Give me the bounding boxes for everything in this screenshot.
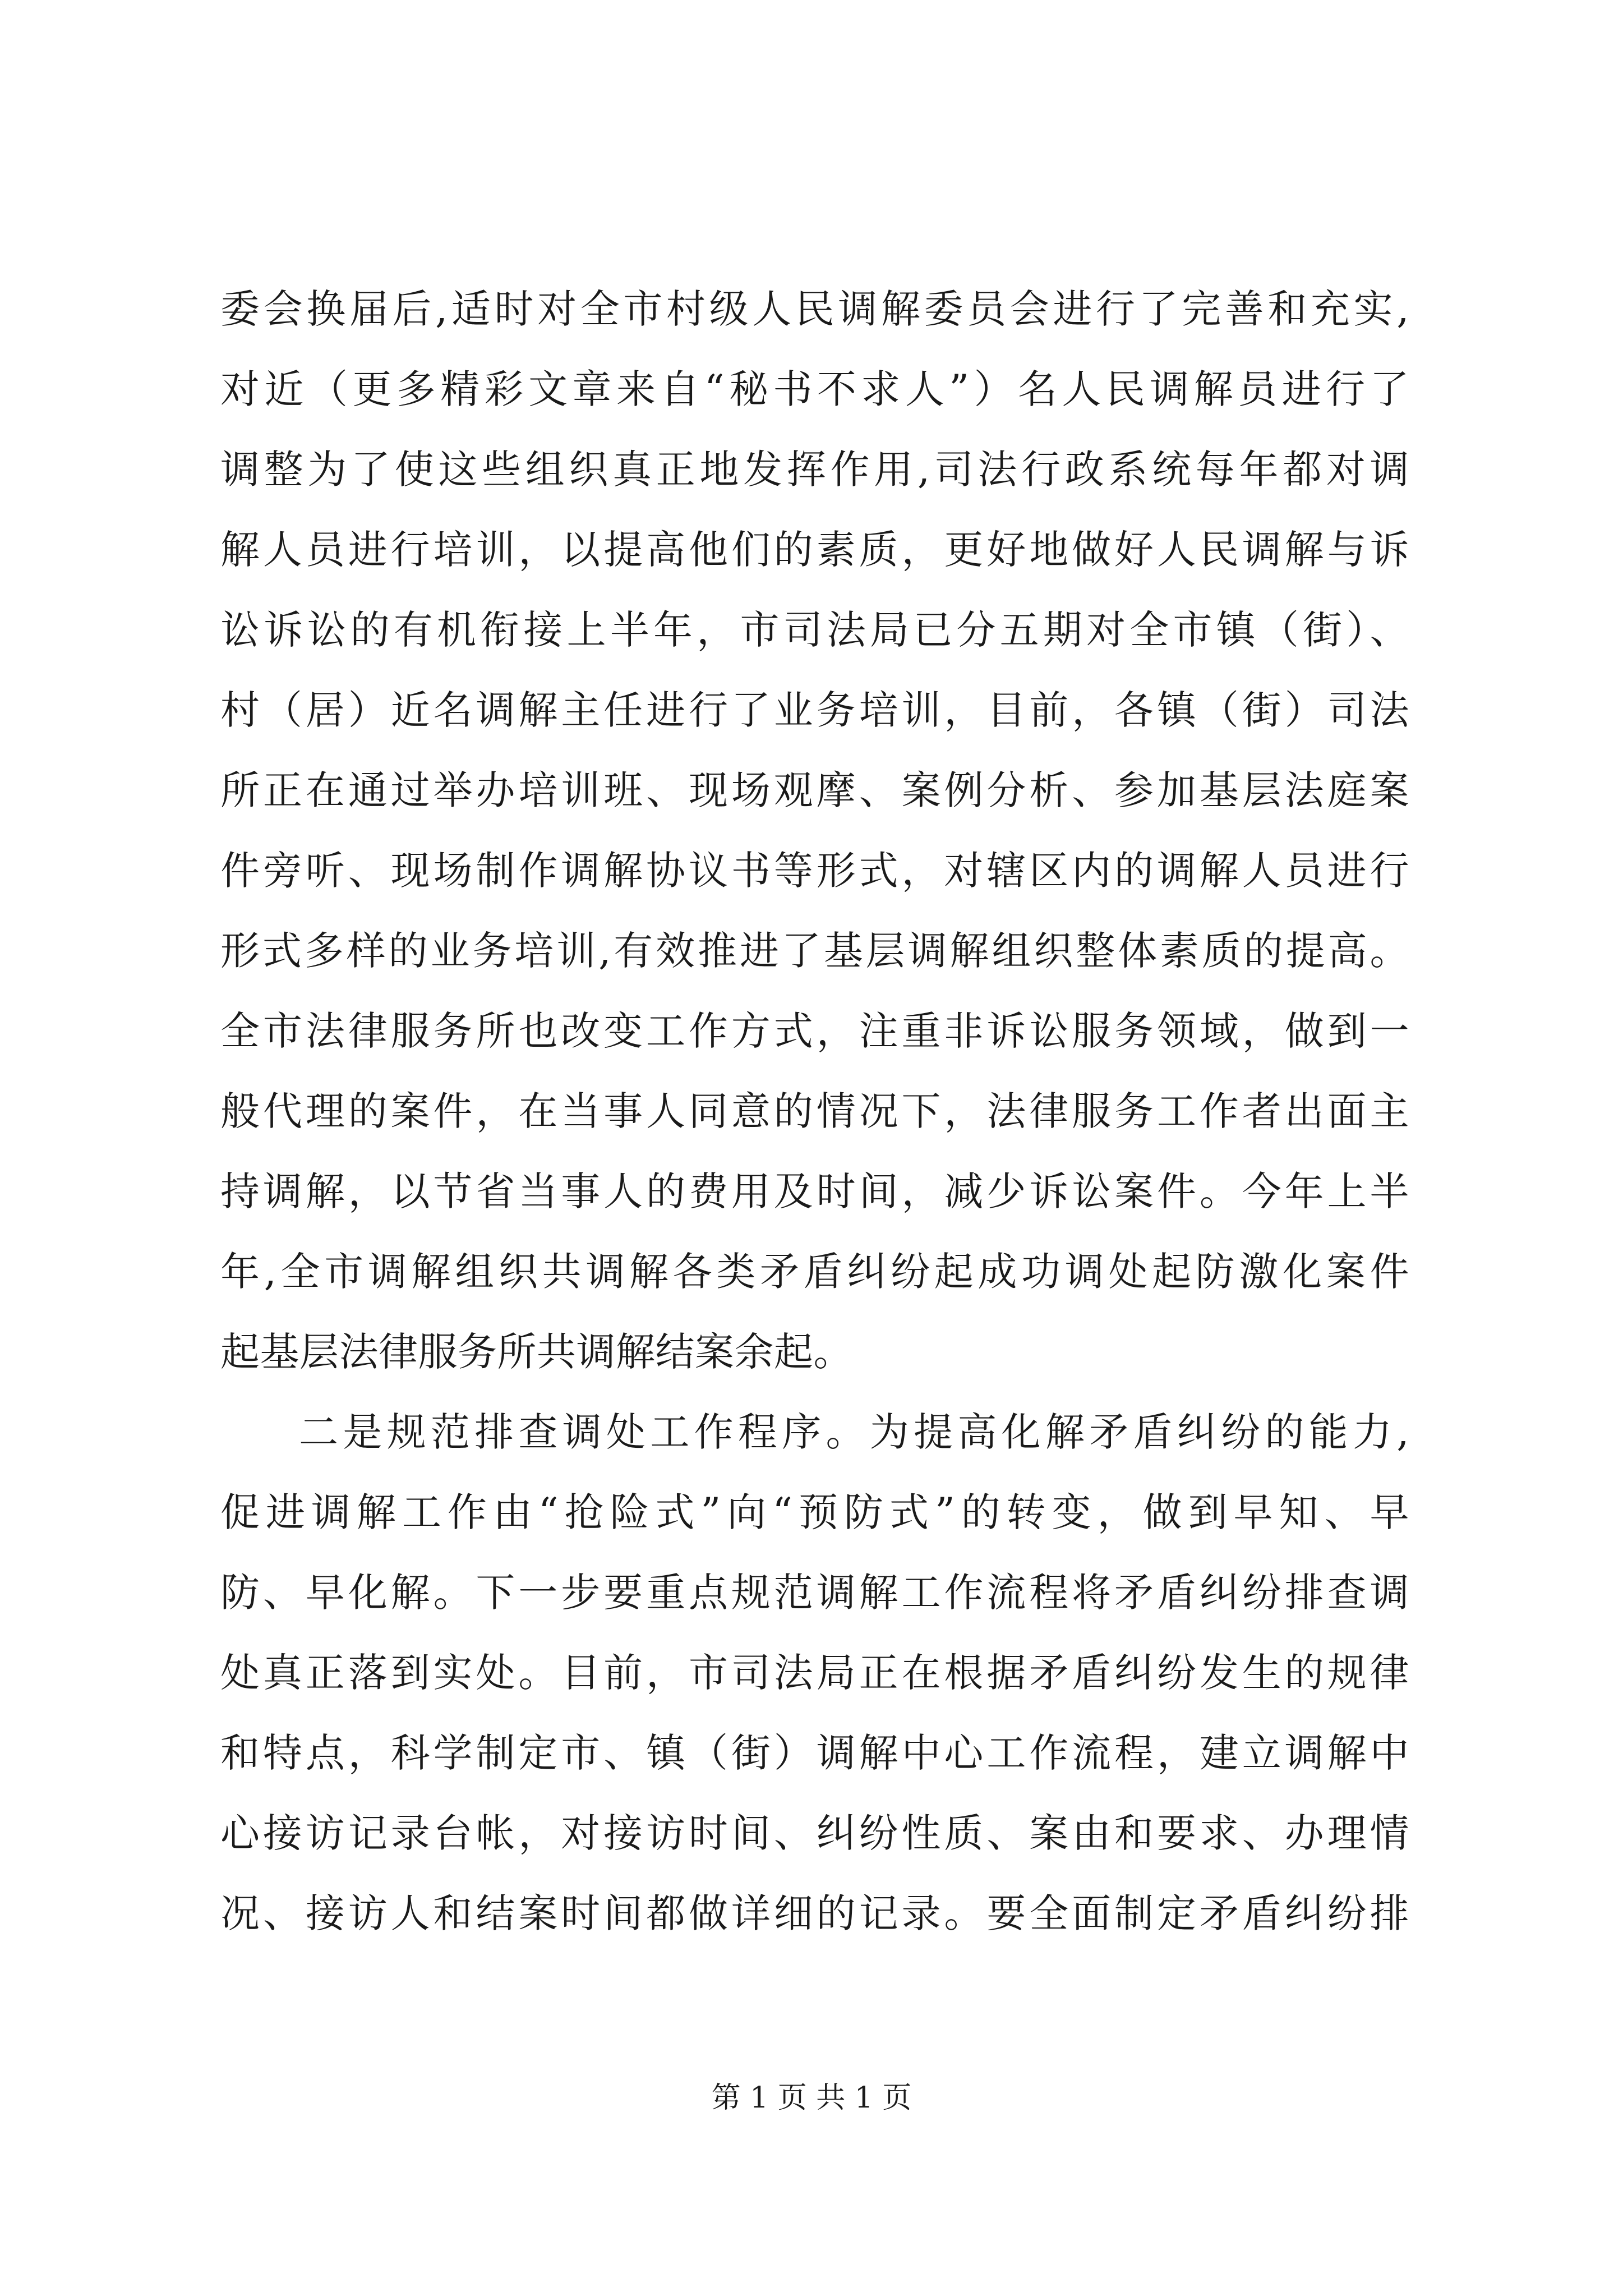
text-line: 持调解，以节省当事人的费用及时间，减少诉讼案件。今年上半 xyxy=(220,1168,1409,1214)
text-line: 处真正落到实处。目前，市司法局正在根据矛盾纠纷发生的规律 xyxy=(220,1650,1409,1696)
text-line: 全市法律服务所也改变工作方式，注重非诉讼服务领域，做到一 xyxy=(220,1008,1409,1054)
text-line: 委会换届后,适时对全市村级人民调解委员会进行了完善和充实, xyxy=(220,286,1409,332)
text-line: 况、接访人和结案时间都做详细的记录。要全面制定矛盾纠纷排 xyxy=(220,1890,1409,1936)
text-line: 讼诉讼的有机衔接上半年，市司法局已分五期对全市镇（街）、 xyxy=(220,607,1409,653)
paragraph-start-line: 二是规范排查调处工作程序。为提高化解矛盾纠纷的能力, xyxy=(299,1409,1409,1455)
text-line: 形式多样的业务培训,有效推进了基层调解组织整体素质的提高。 xyxy=(220,928,1409,974)
text-line: 解人员进行培训，以提高他们的素质，更好地做好人民调解与诉 xyxy=(220,527,1409,573)
text-line: 般代理的案件，在当事人同意的情况下，法律服务工作者出面主 xyxy=(220,1088,1409,1134)
text-line: 和特点，科学制定市、镇（街）调解中心工作流程，建立调解中 xyxy=(220,1730,1409,1776)
text-line: 件旁听、现场制作调解协议书等形式，对辖区内的调解人员进行 xyxy=(220,848,1409,894)
text-line: 对近（更多精彩文章来自“秘书不求人”）名人民调解员进行了 xyxy=(220,366,1409,412)
text-line: 心接访记录台帐，对接访时间、纠纷性质、案由和要求、办理情 xyxy=(220,1810,1409,1856)
text-line: 防、早化解。下一步要重点规范调解工作流程将矛盾纠纷排查调 xyxy=(220,1570,1409,1616)
text-line: 调整为了使这些组织真正地发挥作用,司法行政系统每年都对调 xyxy=(220,447,1409,493)
text-line: 促进调解工作由“抢险式”向“预防式”的转变，做到早知、早 xyxy=(220,1489,1409,1535)
body-text xyxy=(220,269,1409,1954)
page-footer xyxy=(0,2076,1623,2120)
page-number: 第 1 页 共 1 页 xyxy=(711,2081,912,2115)
text-line: 所正在通过举办培训班、现场观摩、案例分析、参加基层法庭案 xyxy=(220,767,1409,813)
text-line: 起基层法律服务所共调解结案余起。 xyxy=(220,1329,853,1375)
text-line: 年,全市调解组织共调解各类矛盾纠纷起成功调处起防激化案件 xyxy=(220,1249,1409,1295)
text-line: 村（居）近名调解主任进行了业务培训，目前，各镇（街）司法 xyxy=(220,687,1409,733)
